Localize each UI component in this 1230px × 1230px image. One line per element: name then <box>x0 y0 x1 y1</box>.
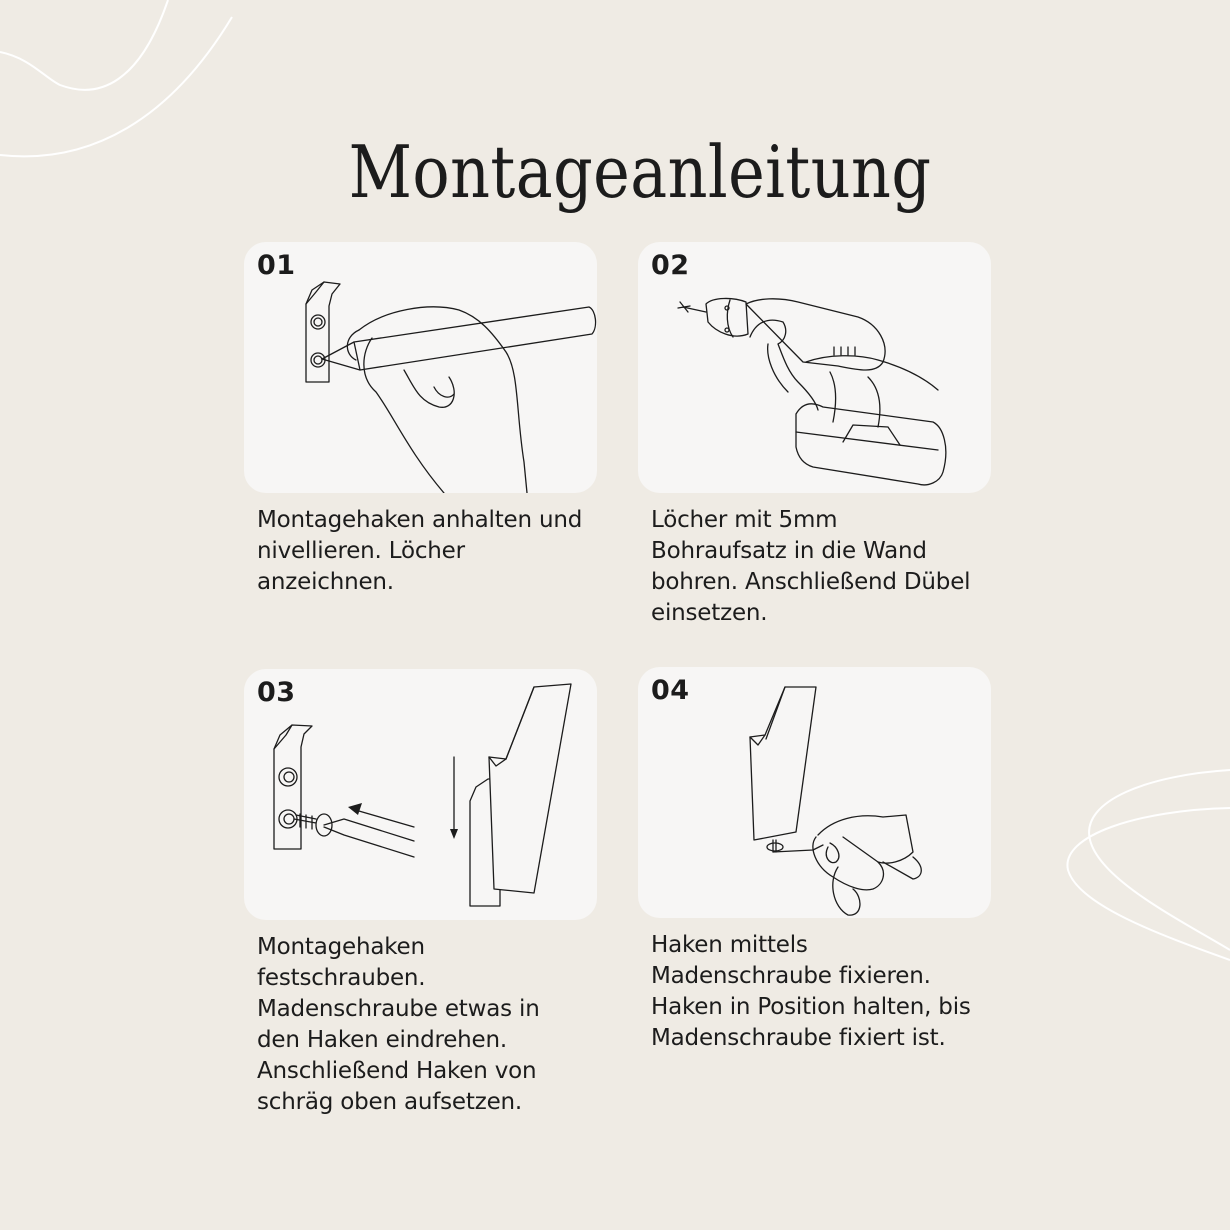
description-line: Löcher mit 5mm <box>651 507 838 533</box>
step-number: 03 <box>257 677 296 708</box>
description-line: schräg oben aufsetzen. <box>257 1089 523 1115</box>
description-line: Montagehaken anhalten und <box>257 507 583 533</box>
description-line: einsetzen. <box>651 600 768 626</box>
description-line: anzeichnen. <box>257 569 394 595</box>
step-number: 02 <box>651 250 690 281</box>
drilling-illustration-icon <box>638 242 991 493</box>
description-line: Montagehaken <box>257 934 425 960</box>
description-line: Madenschraube fixiert ist. <box>651 1025 946 1051</box>
description-line: bohren. Anschließend Dübel <box>651 569 971 595</box>
step-card-02 <box>638 242 991 493</box>
description-line: Madenschraube fixieren. <box>651 963 931 989</box>
description-line: nivellieren. Löcher <box>257 538 465 564</box>
step-number: 04 <box>651 675 690 706</box>
description-line: den Haken eindrehen. <box>257 1027 507 1053</box>
step-card-01 <box>244 242 597 493</box>
step-card-04 <box>638 667 991 918</box>
screwing-hook-illustration-icon <box>244 669 597 920</box>
description-line: Bohraufsatz in die Wand <box>651 538 927 564</box>
step-description-01 <box>257 505 607 598</box>
step-card-03 <box>244 669 597 920</box>
description-line: Madenschraube etwas in <box>257 996 540 1022</box>
step-description-02 <box>651 505 1001 629</box>
step-description-03 <box>257 932 607 1118</box>
step-description-04 <box>651 930 1001 1054</box>
description-line: Haken in Position halten, bis <box>651 994 971 1020</box>
marking-holes-illustration-icon <box>244 242 597 493</box>
description-line: festschrauben. <box>257 965 426 991</box>
step-number: 01 <box>257 250 296 281</box>
description-line: Haken mittels <box>651 932 808 958</box>
fixing-set-screw-illustration-icon <box>638 667 991 918</box>
page-title: Montageanleitung <box>348 130 932 215</box>
description-line: Anschließend Haken von <box>257 1058 537 1084</box>
